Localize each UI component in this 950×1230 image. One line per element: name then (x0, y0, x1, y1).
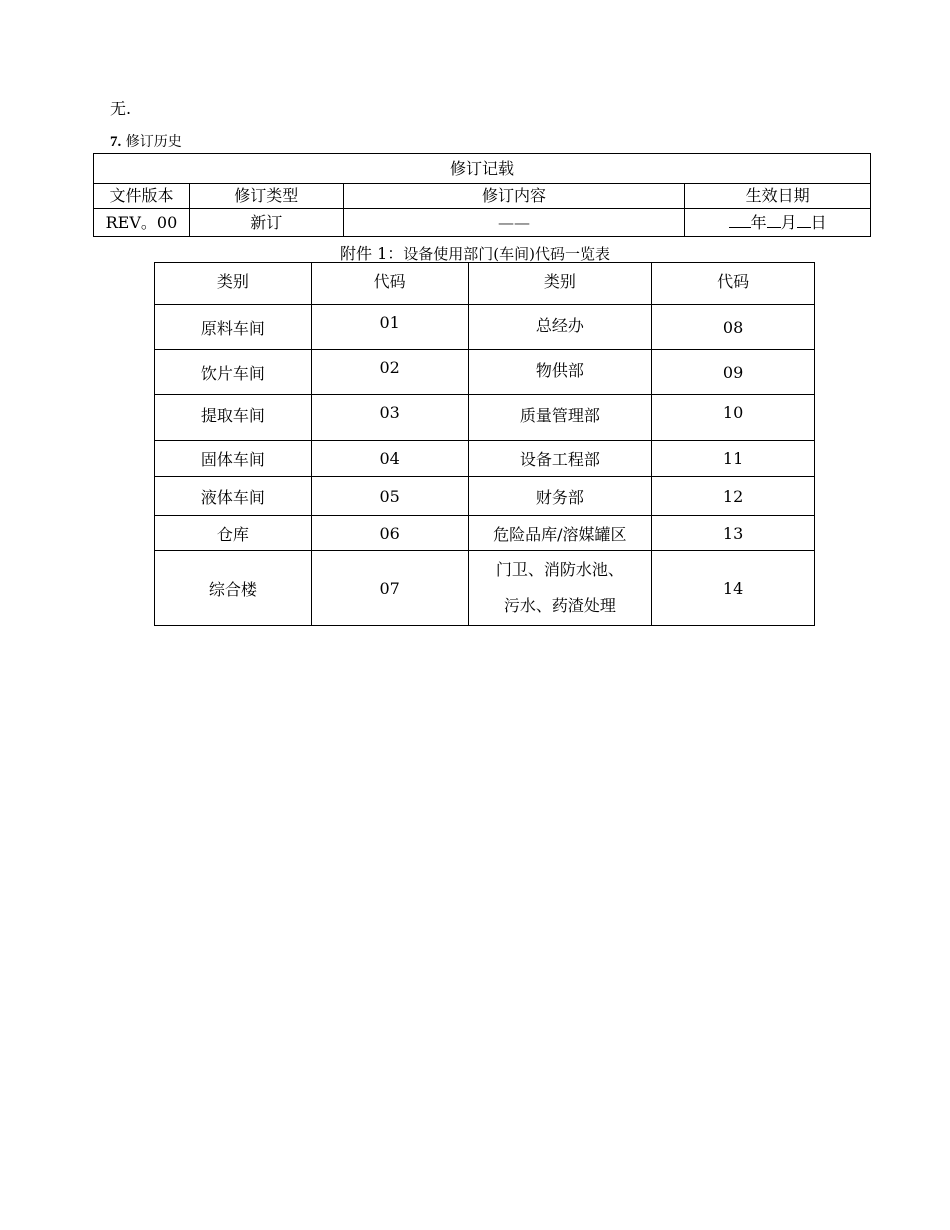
table-row (155, 477, 815, 516)
category-cell: 财务部 (468, 477, 652, 516)
cell-effective-date (685, 209, 871, 237)
category-cell: 提取车间 (155, 395, 312, 441)
cell-type: 新订 (189, 209, 343, 237)
year-blank (729, 213, 751, 228)
cell-content: —— (343, 209, 685, 237)
category-cell: 饮片车间 (155, 350, 312, 395)
cell-version: REV。00 (94, 209, 190, 237)
code-cell: 01 (311, 305, 468, 350)
date-year-label: 年 (750, 212, 767, 232)
header-code-1: 代码 (311, 263, 468, 305)
month-blank (767, 213, 781, 228)
code-cell: 13 (652, 516, 815, 551)
intro-text: 无. (110, 99, 132, 118)
department-code-table (154, 262, 815, 626)
annex-caption-prefix: 附件 1： (340, 244, 404, 263)
section-number: 7. (110, 134, 122, 150)
category-cell: 原料车间 (155, 305, 312, 350)
header-category-1: 类别 (155, 263, 312, 305)
category-cell: 固体车间 (155, 441, 312, 477)
header-code-2: 代码 (652, 263, 815, 305)
category-cell: 设备工程部 (468, 441, 652, 477)
date-day-label: 日 (810, 212, 827, 232)
header-type: 修订类型 (189, 184, 343, 209)
header-effective-date: 生效日期 (685, 184, 871, 209)
category-cell: 物供部 (468, 350, 652, 395)
section-title: 修订历史 (125, 134, 182, 150)
revision-table (93, 153, 871, 237)
category-cell: 综合楼 (155, 551, 312, 626)
section-heading (110, 131, 182, 151)
code-cell: 04 (311, 441, 468, 477)
code-cell: 07 (311, 551, 468, 626)
table-row (155, 395, 815, 441)
date-month-label: 月 (780, 212, 797, 232)
header-category-2: 类别 (468, 263, 652, 305)
code-cell: 11 (652, 441, 815, 477)
table-row (155, 350, 815, 395)
table-row (155, 305, 815, 350)
annex-caption (0, 241, 950, 264)
category-line-2: 污水、药渣处理 (503, 596, 616, 615)
code-cell: 09 (652, 350, 815, 395)
code-cell: 12 (652, 477, 815, 516)
table-row (94, 209, 871, 237)
code-cell: 03 (311, 395, 468, 441)
table-row (155, 441, 815, 477)
category-cell: 危险品库/溶媒罐区 (468, 516, 652, 551)
header-version: 文件版本 (94, 184, 190, 209)
code-cell: 05 (311, 477, 468, 516)
category-cell: 质量管理部 (468, 395, 652, 441)
revision-table-title: 修订记载 (94, 154, 871, 184)
category-line-1: 门卫、消防水池、 (495, 560, 624, 579)
day-blank (797, 213, 811, 228)
code-cell: 08 (652, 305, 815, 350)
code-cell: 02 (311, 350, 468, 395)
code-cell: 06 (311, 516, 468, 551)
category-cell: 液体车间 (155, 477, 312, 516)
code-cell: 14 (652, 551, 815, 626)
header-content: 修订内容 (343, 184, 685, 209)
table-row (155, 516, 815, 551)
code-cell: 10 (652, 395, 815, 441)
category-cell: 仓库 (155, 516, 312, 551)
category-cell (468, 551, 652, 626)
annex-caption-text: 设备使用部门(车间)代码一览表 (403, 245, 610, 263)
table-row (155, 551, 815, 626)
category-cell: 总经办 (468, 305, 652, 350)
